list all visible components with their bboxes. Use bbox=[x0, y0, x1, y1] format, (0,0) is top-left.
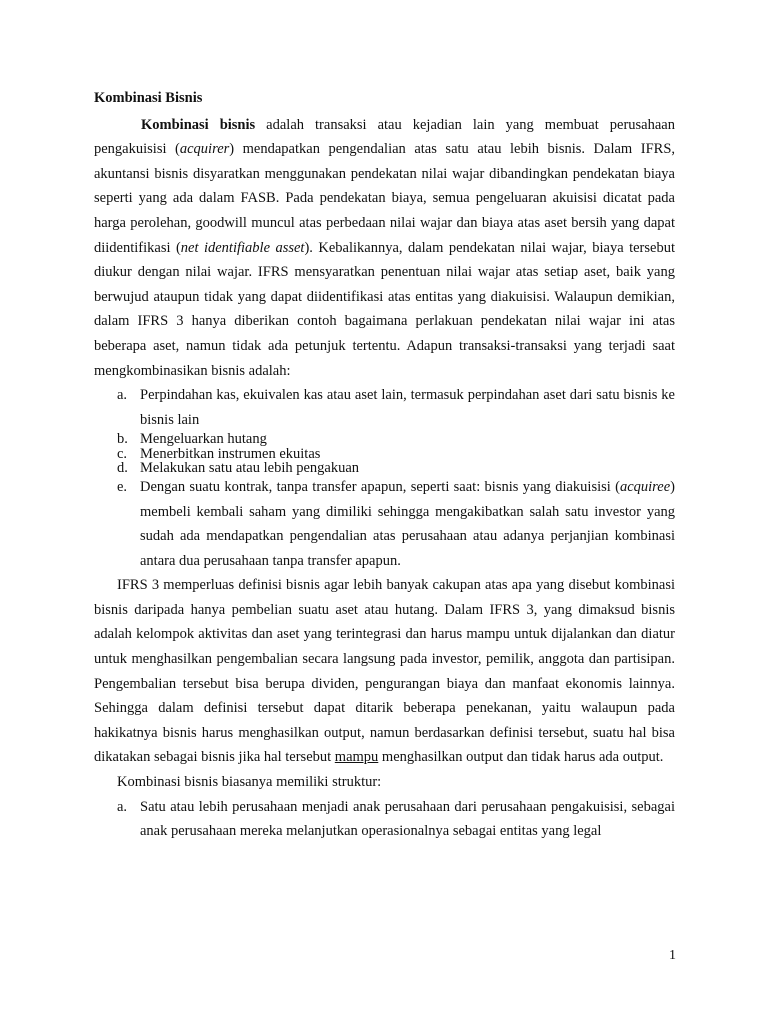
intro-text-2: ) mendapatkan pengendalian atas satu atau lebih bisnis. Dalam IFRS, akuntansi bisnis disyaratkan menggunakan pendekatan nilai wajar dibandingkan pendekatan biaya seperti yang ada dalam FASB. Pada pendekatan biaya, semua pengeluaran akuisisi dicatat pada harga perolehan, goodwill muncul atas perbedaan nilai wajar dan biaya atas aset bersih yang dapat diidentifikasi ( bbox=[94, 141, 676, 256]
list-marker: a. bbox=[117, 387, 128, 404]
ifrs3-text-2: menghasilkan output dan tidak harus ada output. bbox=[378, 749, 664, 766]
section-heading: Kombinasi Bisnis bbox=[94, 90, 203, 106]
list-marker: d. bbox=[117, 459, 128, 476]
list-item bbox=[94, 432, 675, 446]
list-marker: a. bbox=[117, 798, 128, 815]
structure-list bbox=[94, 795, 675, 844]
list-item bbox=[94, 475, 675, 573]
list-marker: b. bbox=[117, 431, 128, 448]
list-item-text: Satu atau lebih perusahaan menjadi anak perusahaan dari perusahaan pengakuisisi, sebagai anak perusahaan mereka melanjutkan operasionalnya sebagai entitas yang legal bbox=[140, 798, 675, 840]
list-item-text-2: ) membeli kembali saham yang dimiliki sehingga mengakibatkan salah satu investor yang sudah ada mendapatkan pengendalian atas perusahaan atau adanya perjanjian kombinasi antara dua perusahaan tanpa transfer apapun. bbox=[140, 478, 675, 569]
intro-italic-acquirer: acquirer bbox=[179, 141, 230, 158]
list-marker: c. bbox=[117, 445, 128, 462]
list-item-text: Menerbitkan instrumen ekuitas bbox=[140, 445, 321, 462]
list-item bbox=[94, 461, 675, 475]
structure-intro: Kombinasi bisnis biasanya memiliki struktur: bbox=[117, 774, 382, 791]
intro-bold-term: Kombinasi bisnis bbox=[141, 116, 256, 133]
list-item bbox=[94, 447, 675, 461]
document-body bbox=[94, 86, 675, 844]
list-marker: e. bbox=[117, 478, 128, 495]
ifrs3-text-1: IFRS 3 memperluas definisi bisnis agar lebih banyak cakupan atas apa yang disebut kombinasi bisnis daripada hanya pembelian suatu aset atau hutang. Dalam IFRS 3, yang dimaksud bisnis adalah kelompok aktivitas dan aset yang terintegrasi dan harus mampu untuk dijalankan dan diatur untuk menghasilkan pengembalian secara langsung pada investor, pemilik, anggota dan partisipan. Pengembalian tersebut bisa berupa dividen, pengurangan biaya dan manfaat ekonomis lainnya. Sehingga dalam definisi tersebut dapat ditarik beberapa penekanan, yaitu walaupun pada hakikatnya bisnis harus menghasilkan output, namun berdasarkan definisi tersebut, suatu hal bisa dikatakan sebagai bisnis jika hal tersebut bbox=[94, 577, 675, 766]
page-number: 1 bbox=[669, 948, 676, 963]
list-item-text: Melakukan satu atau lebih pengakuan bbox=[140, 459, 360, 476]
intro-text-1: adalah transaksi atau kejadian lain yang membuat perusahaan pengakuisisi ( bbox=[94, 116, 675, 158]
list-item-text-1: Dengan suatu kontrak, tanpa transfer apapun, seperti saat: bisnis yang diakuisisi ( bbox=[140, 478, 620, 495]
intro-italic-net-asset: net identifiable asset bbox=[180, 239, 305, 256]
list-item-italic-acquiree: acquiree bbox=[619, 478, 671, 495]
list-item bbox=[94, 795, 675, 844]
list-item-text: Perpindahan kas, ekuivalen kas atau aset lain, termasuk perpindahan aset dari satu bisnis ke bisnis lain bbox=[140, 387, 675, 428]
list-item-text: Mengeluarkan hutang bbox=[140, 431, 267, 448]
intro-paragraph bbox=[94, 113, 675, 384]
ifrs3-underlined-word: mampu bbox=[334, 749, 379, 766]
transaction-list bbox=[94, 383, 675, 573]
intro-text-3: ). Kebalikannya, dalam pendekatan nilai wajar, biaya tersebut diukur dengan nilai wajar. IFRS mensyaratkan penentuan nilai wajar atas setiap aset, baik yang berwujud ataupun tidak yang dapat diidentifikasi atas entitas yang diakuisisi. Walaupun demikian, dalam IFRS 3 hanya diberikan contoh bagaimana perlakuan pendekatan nilai wajar ini atas beberapa aset, namun tidak ada petunjuk tertentu. Adapun transaksi-transaksi yang terjadi saat mengkombinasikan bisnis adalah: bbox=[94, 239, 675, 379]
list-item bbox=[94, 383, 675, 432]
ifrs3-paragraph bbox=[94, 573, 675, 770]
